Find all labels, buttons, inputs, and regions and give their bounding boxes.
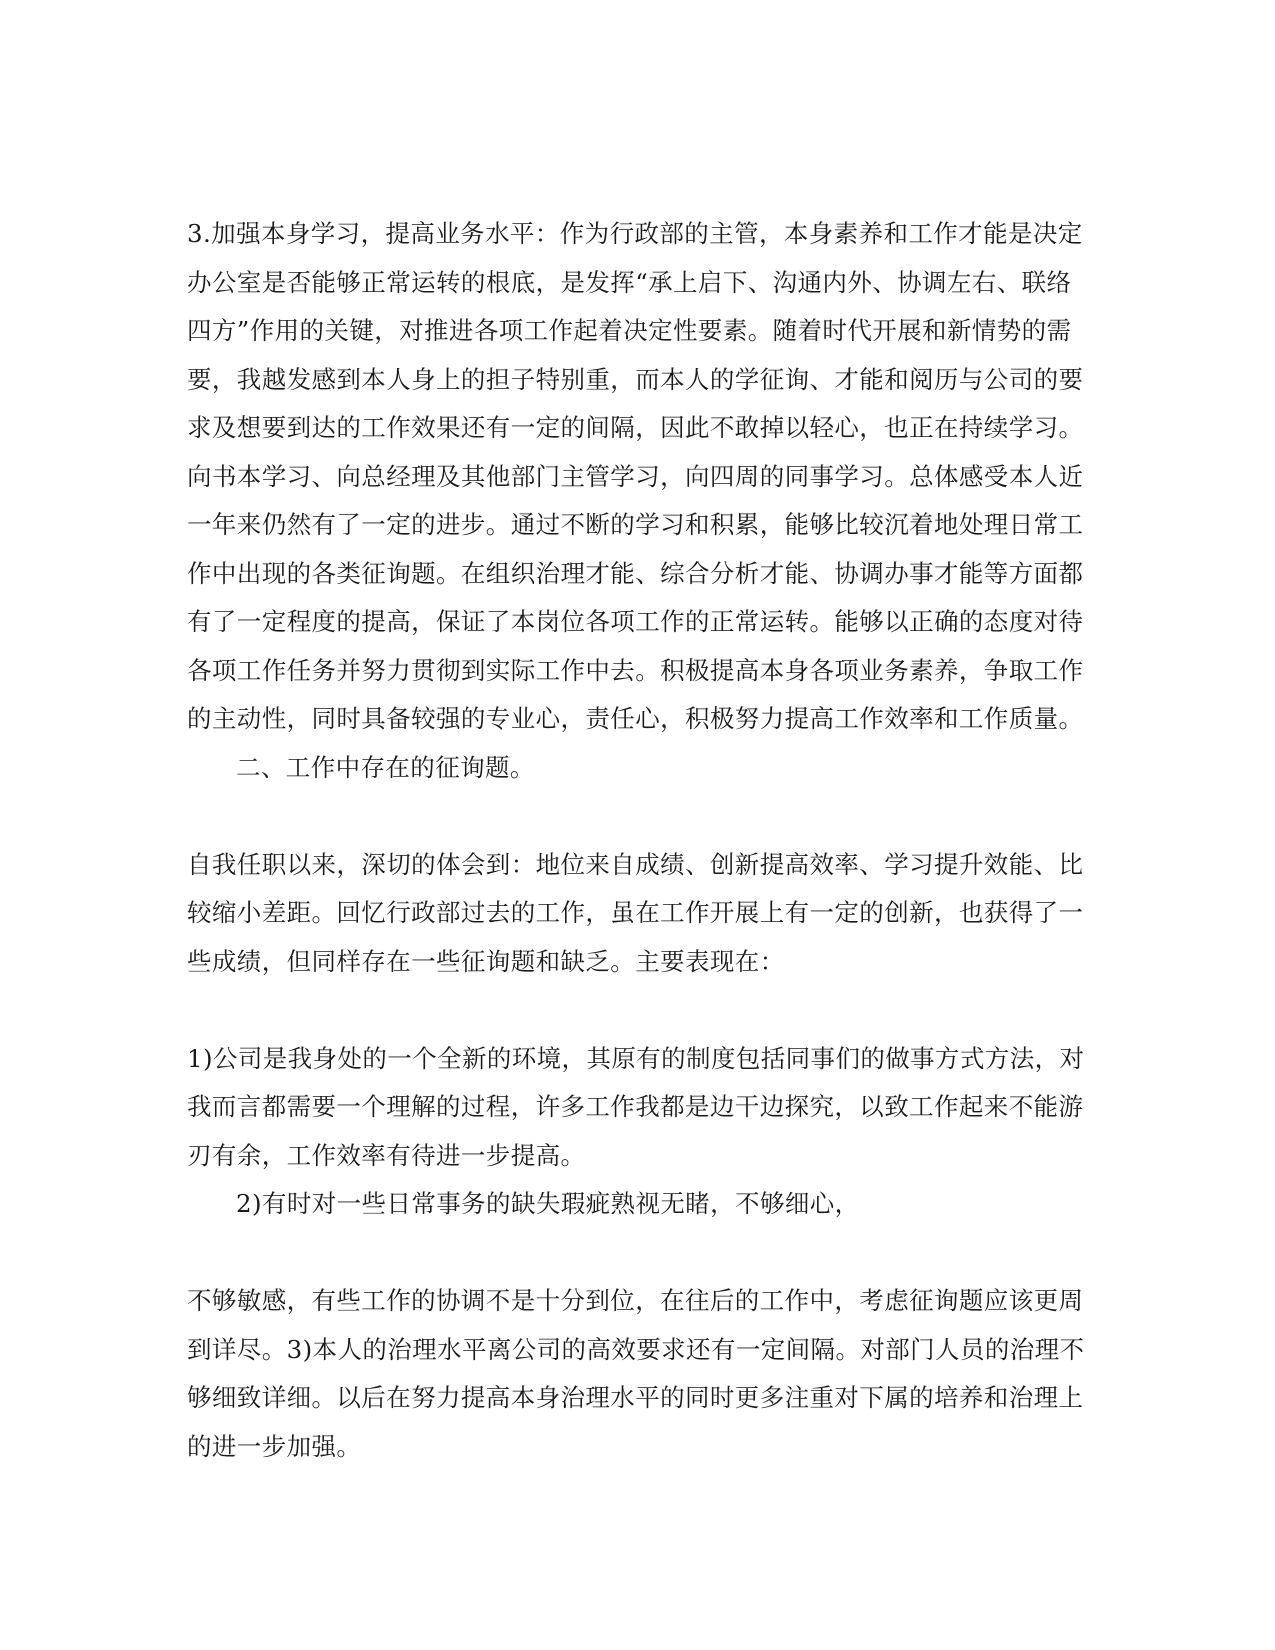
list-item-line: 刃有余，工作效率有待进一步提高。 [187, 1140, 586, 1170]
blank-line [187, 986, 1092, 1035]
paragraph-line: 一年来仍然有了一定的进步。通过不断的学习和积累，能够比较沉着地处理日常工 [187, 510, 1084, 539]
paragraph-line: 3.加强本身学习，提高业务水平：作为行政部的主管，本身素养和工作才能是决定 [187, 219, 1083, 248]
list-item-line: 1)公司是我身处的一个全新的环境，其原有的制度包括同事们的做事方式方法，对 [187, 1043, 1085, 1073]
paragraph-line: 的进一步加强。 [187, 1431, 362, 1461]
paragraph-line: 到详尽。3)本人的治理水平离公司的高效要求还有一定间隔。对部门人员的治理不 [187, 1334, 1085, 1364]
paragraph-line: 有了一定程度的提高，保证了本岗位各项工作的正常运转。能够以正确的态度对待 [187, 607, 1084, 636]
paragraph-line: 四方”作用的关键，对推进各项工作起着决定性要素。随着时代开展和新情势的需 [187, 316, 1072, 345]
document-body [187, 210, 1092, 1471]
paragraph-line: 办公室是否能够正常运转的根底，是发挥“承上启下、沟通内外、协调左右、联络 [187, 267, 1072, 297]
paragraph-line: 求及想要到达的工作效果还有一定的间隔，因此不敢掉以轻心，也正在持续学习。 [187, 413, 1084, 442]
blank-line [187, 792, 1092, 841]
paragraph-line: 较缩小差距。回忆行政部过去的工作，虽在工作开展上有一定的创新，也获得了一 [187, 898, 1084, 927]
list-item-line: 我而言都需要一个理解的过程，许多工作我都是边干边探究，以致工作起来不能游 [187, 1092, 1084, 1121]
section-heading: 二、工作中存在的征询题。 [236, 752, 535, 782]
paragraph-line: 不够敏感，有些工作的协调不是十分到位，在往后的工作中，考虑征询题应该更周 [187, 1286, 1084, 1315]
paragraph-line: 作中出现的各类征询题。在组织治理才能、综合分析才能、协调办事才能等方面都 [187, 558, 1084, 588]
list-item-line: 2)有时对一些日常事务的缺失瑕疵熟视无睹，不够细心， [236, 1189, 860, 1218]
blank-line [187, 1229, 1092, 1278]
paragraph-line: 够细致详细。以后在努力提高本身治理水平的同时更多注重对下属的培养和治理上 [187, 1383, 1084, 1412]
paragraph-line: 些成绩，但同样存在一些征询题和缺乏。主要表现在： [187, 946, 785, 976]
paragraph-line: 的主动性，同时具备较强的专业心，责任心，积极努力提高工作效率和工作质量。 [187, 704, 1084, 733]
paragraph-line: 向书本学习、向总经理及其他部门主管学习，向四周的同事学习。总体感受本人近 [187, 461, 1084, 491]
paragraph-line: 要，我越发感到本人身上的担子特别重，而本人的学征询、才能和阅历与公司的要 [187, 364, 1084, 394]
paragraph-line: 自我任职以来，深切的体会到：地位来自成绩、创新提高效率、学习提升效能、比 [187, 849, 1084, 879]
paragraph-line: 各项工作任务并努力贯彻到实际工作中去。积极提高本身各项业务素养，争取工作 [187, 655, 1084, 685]
